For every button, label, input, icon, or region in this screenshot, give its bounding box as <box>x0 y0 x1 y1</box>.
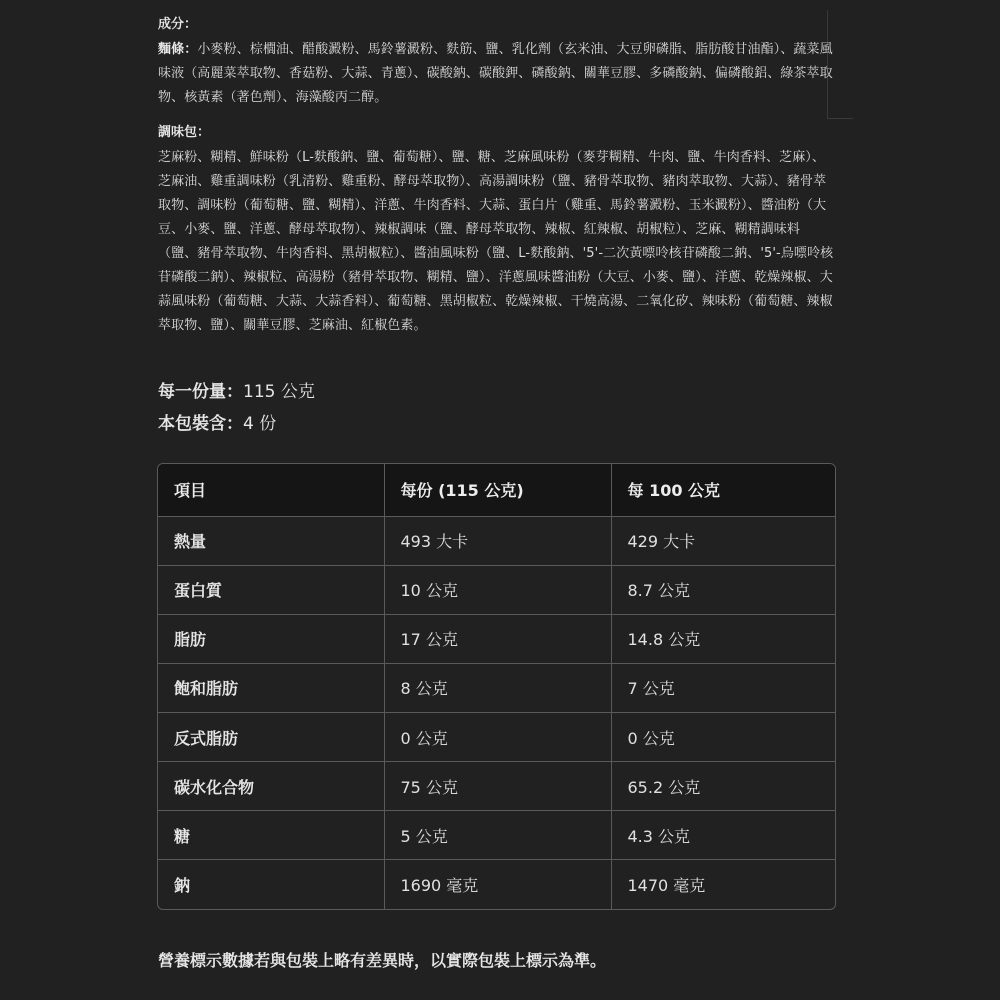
servings-count-value: 4 份 <box>243 414 277 434</box>
per-serving-value: 0 公克 <box>384 713 611 762</box>
table-row <box>158 860 836 909</box>
header-per-serving: 每份 (115 公克) <box>384 464 611 516</box>
row-label: 蛋白質 <box>158 565 384 614</box>
row-label: 鈉 <box>158 860 384 909</box>
table-row <box>158 614 836 663</box>
servings-count-label: 本包裝含： <box>158 414 243 434</box>
serving-size-value: 115 公克 <box>243 382 315 402</box>
table-row <box>158 663 836 712</box>
per-100g-value: 429 大卡 <box>611 516 836 565</box>
per-serving-value: 8 公克 <box>384 663 611 712</box>
disclaimer-note: 營養標示數據若與包裝上略有差異時，以實際包裝上標示為準。 <box>158 951 607 970</box>
row-label: 飽和脂肪 <box>158 663 384 712</box>
header-per-100g: 每 100 公克 <box>611 464 836 516</box>
per-serving-value: 493 大卡 <box>384 516 611 565</box>
table-row <box>158 713 836 762</box>
per-100g-value: 8.7 公克 <box>611 565 836 614</box>
per-serving-value: 17 公克 <box>384 614 611 663</box>
divider-horizontal <box>827 118 853 119</box>
per-serving-value: 10 公克 <box>384 565 611 614</box>
header-item: 項目 <box>158 464 384 516</box>
table-row <box>158 762 836 811</box>
per-serving-value: 5 公克 <box>384 811 611 860</box>
per-100g-value: 65.2 公克 <box>611 762 836 811</box>
seasoning-heading: 調味包： <box>158 125 211 140</box>
serving-size-label: 每一份量： <box>158 382 243 402</box>
row-label: 糖 <box>158 811 384 860</box>
noodle-label: 麵條： <box>158 42 198 57</box>
nutrition-table <box>157 463 836 910</box>
noodle-ingredients <box>158 38 838 110</box>
per-100g-value: 4.3 公克 <box>611 811 836 860</box>
per-100g-value: 14.8 公克 <box>611 614 836 663</box>
row-label: 熱量 <box>158 516 384 565</box>
row-label: 反式脂肪 <box>158 713 384 762</box>
table-header-row <box>158 464 836 516</box>
row-label: 脂肪 <box>158 614 384 663</box>
per-100g-value: 7 公克 <box>611 663 836 712</box>
per-100g-value: 1470 毫克 <box>627 876 706 896</box>
table-row <box>158 565 836 614</box>
serving-size <box>158 380 315 404</box>
per-serving-value: 1690 毫克 <box>384 860 611 909</box>
seasoning-ingredients-text: 芝麻粉、糊精、鮮味粉（L-麩酸鈉、鹽、葡萄糖）、鹽、糖、芝麻風味粉（麥芽糊精、牛肉、鹽、牛肉香料、芝麻）、芝麻油、雞重調味粉（乳清粉、雞重粉、酵母萃取物）、高湯調味粉（鹽、豬骨萃取物、豬肉萃取物、大蒜）、豬骨萃取物、調味粉（葡萄糖、鹽、糊精）、洋蔥、牛肉香料、大蒜、蛋白片（雞重、馬鈴薯澱粉、玉米澱粉）、醬油粉（大豆、小麥、鹽、洋蔥、酵母萃取物）、辣椒調味（鹽、酵母萃取物、辣椒、紅辣椒、胡椒粒）、芝麻、糊精調味料（鹽、豬骨萃取物、牛肉香料、黑胡椒粒）、醬油風味粉（鹽、L-麩酸鈉、'5'-二次黃嘌呤核苷磷酸二鈉、'5'-烏嘌呤核苷磷酸二鈉）、辣椒粒、高湯粉（豬骨萃取物、糊精、鹽）、洋蔥風味醬油粉（大豆、小麥、鹽）、洋蔥、乾燥辣椒、大蒜風味粉（葡萄糖、大蒜、大蒜香料）、葡萄糖、黑胡椒粒、乾燥辣椒、干燒高湯、二氧化矽、辣味粉（葡萄糖、辣椒萃取物、鹽）、關華豆膠、芝麻油、紅椒色素。 <box>158 150 834 333</box>
per-serving-value: 75 公克 <box>384 762 611 811</box>
table-row <box>158 811 836 860</box>
per-100g-value: 0 公克 <box>611 713 836 762</box>
table-row <box>158 516 836 565</box>
noodle-ingredients-text: 小麥粉、棕櫚油、醋酸澱粉、馬鈴薯澱粉、麩筋、鹽、乳化劑（玄米油、大豆卵磷脂、脂肪酸甘油酯）、蔬菜風味液（高麗菜萃取物、香菇粉、大蒜、青蔥）、碳酸鈉、碳酸鉀、磷酸鈉、關華豆膠、多磷酸鈉、偏磷酸鋁、綠茶萃取物、核黃素（著色劑）、海藻酸丙二醇。 <box>158 42 833 105</box>
ingredients-heading: 成分： <box>158 17 198 32</box>
servings-per-package <box>158 412 276 436</box>
row-label: 碳水化合物 <box>158 762 384 811</box>
